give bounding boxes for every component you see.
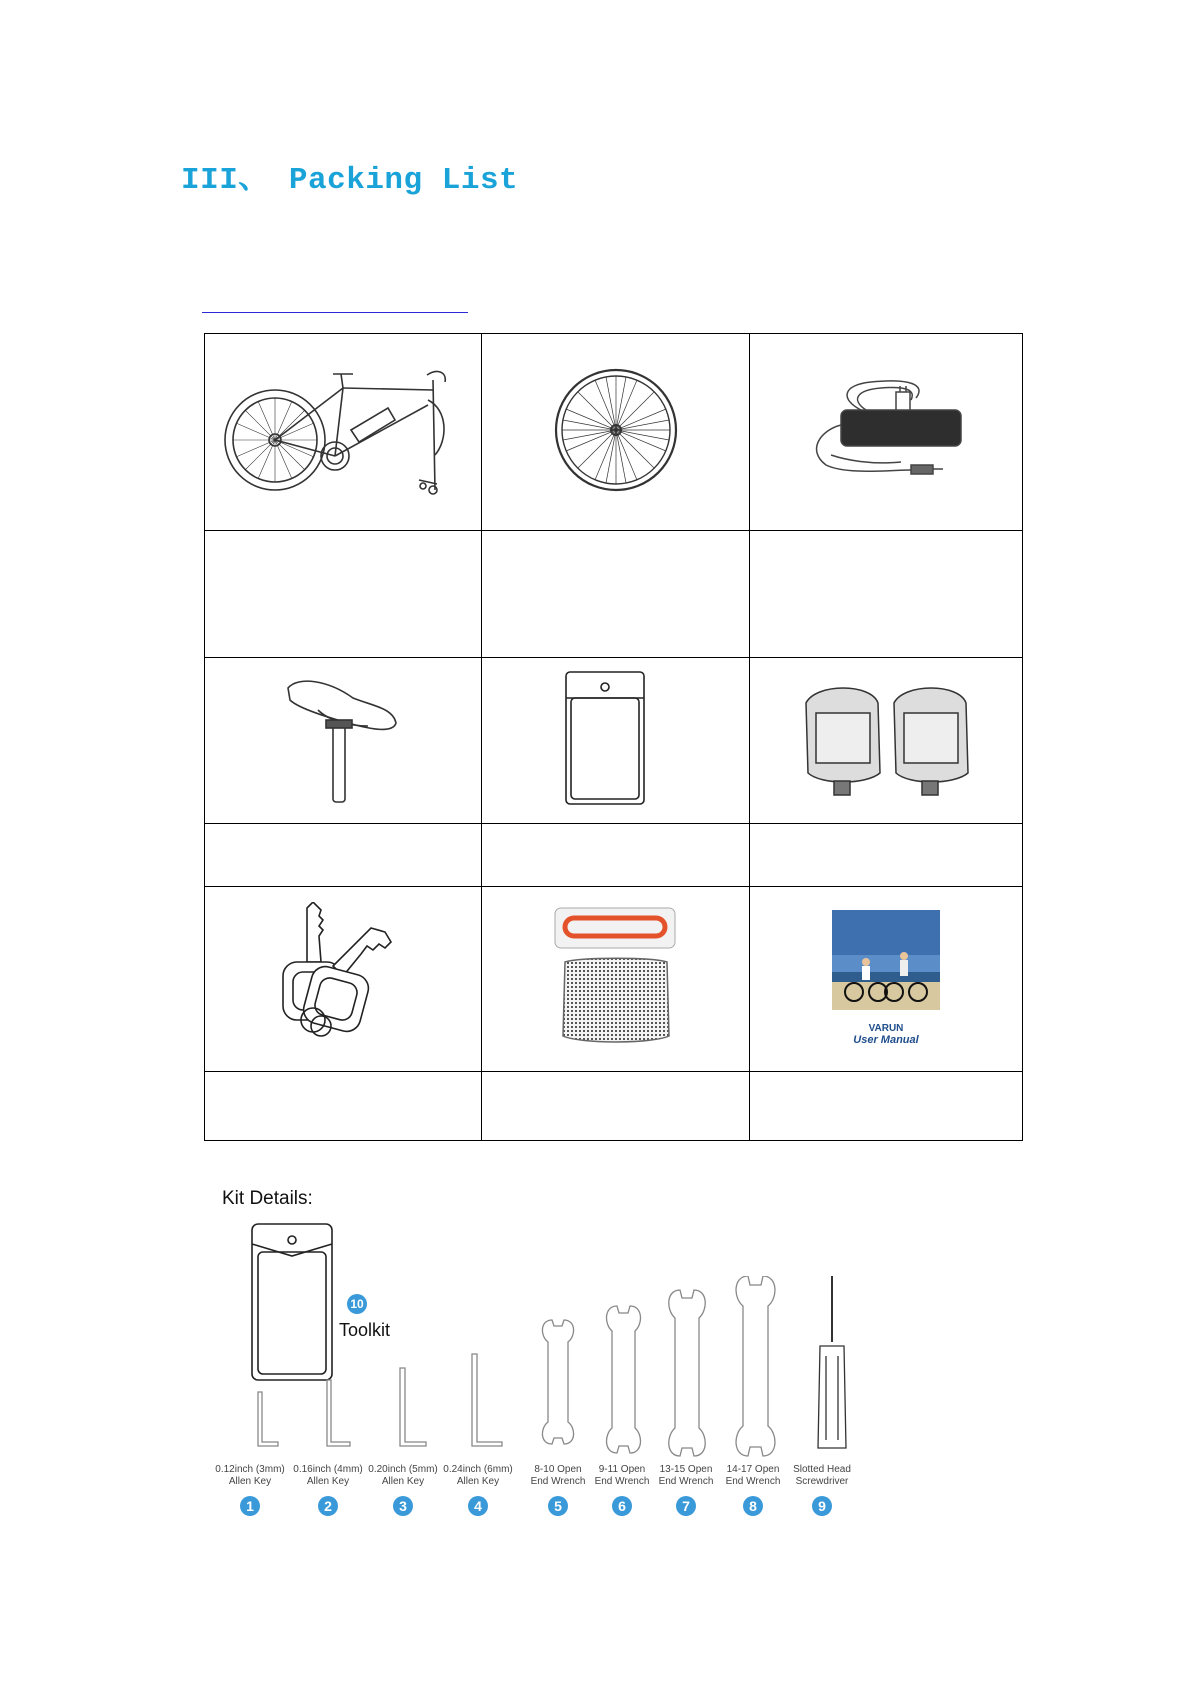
tool-label-5: 8-10 Open End Wrench (530, 1464, 586, 1487)
tool-label-4: 0.24inch (6mm) Allen Key (443, 1464, 513, 1487)
tool-label-8: 14-17 Open End Wrench (725, 1464, 781, 1487)
tool-label-9: Slotted Head Screwdriver (793, 1464, 851, 1487)
keys-image-cell (205, 887, 482, 1072)
kit-details-section (215, 1188, 922, 1548)
badge-1: 1 (240, 1496, 260, 1516)
rear-light-reflector-icon (551, 902, 681, 1052)
saddle-image-cell (205, 658, 482, 824)
tool-label-6: 9-11 Open End Wrench (594, 1464, 650, 1487)
badge-3: 3 (393, 1496, 413, 1516)
charger-image-cell (750, 334, 1023, 531)
tools-icon (222, 1276, 922, 1486)
manual-title: User Manual (853, 1034, 919, 1046)
saddle-seatpost-icon (278, 668, 408, 808)
tool-label-2: 0.16inch (4mm) Allen Key (293, 1464, 363, 1487)
badge-8: 8 (743, 1496, 763, 1516)
toolkit-bag-image-cell (482, 658, 750, 824)
battery-charger-icon (801, 370, 971, 490)
keys-icon (273, 902, 413, 1052)
bike-frame-icon (223, 360, 463, 500)
tool-label-3: 0.20inch (5mm) Allen Key (368, 1464, 438, 1487)
badge-4: 4 (468, 1496, 488, 1516)
toolkit-label: Toolkit (339, 1320, 391, 1340)
manual-image-cell (750, 887, 1023, 1072)
pedals-image-cell (750, 658, 1023, 824)
pedals-icon (796, 673, 976, 803)
badge-10: 10 (347, 1294, 367, 1314)
packing-list-table (204, 333, 1023, 1141)
toolkit-bag-icon (560, 668, 650, 808)
badge-2: 2 (318, 1496, 338, 1516)
tool-label-1: 0.12inch (3mm) Allen Key (215, 1464, 285, 1487)
manual-photo-icon (832, 910, 940, 1010)
badge-9: 9 (812, 1496, 832, 1516)
badge-5: 5 (548, 1496, 568, 1516)
badge-7: 7 (676, 1496, 696, 1516)
user-manual-cover (832, 910, 940, 1046)
tool-label-7: 13-15 Open End Wrench (658, 1464, 714, 1487)
kit-details-title: Kit Details: (222, 1188, 313, 1209)
wheel-image-cell (482, 334, 750, 531)
lights-image-cell (482, 887, 750, 1072)
badge-6: 6 (612, 1496, 632, 1516)
front-wheel-icon (551, 365, 681, 495)
bike-frame-image-cell (205, 334, 482, 531)
manual-brand: VARUN (868, 1023, 904, 1034)
link-underline (202, 312, 468, 313)
section-heading: III、 Packing List (181, 163, 519, 198)
